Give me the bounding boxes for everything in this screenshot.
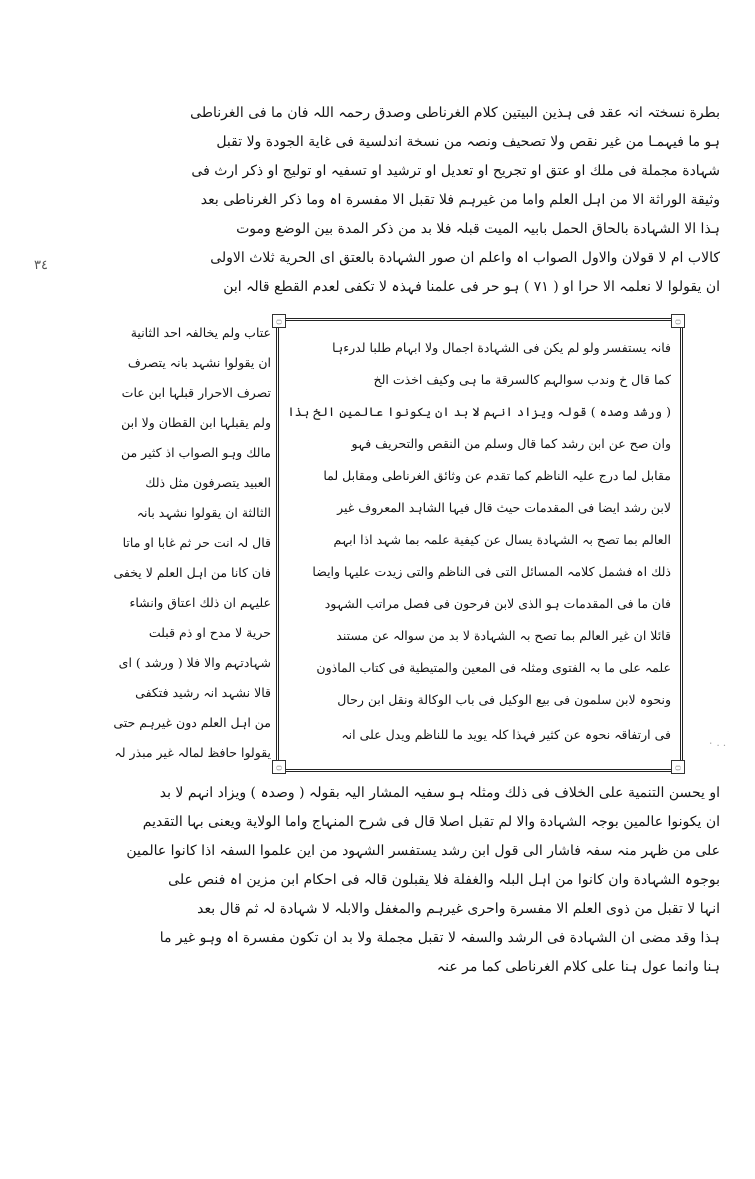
- text-line: ذلك اہ فشمل كلامہ المسائل التی فی الناظم والتی زیدت علیہا وایضا: [312, 564, 671, 579]
- text-line: كالاب ام لا قولان والاول الصواب اہ واعلم ان صور الشہادة بالعتق ای الحریة ثلاث الاولی: [210, 250, 720, 266]
- text-line: ہذا الا الشہادة بالحاق الحمل بابیہ المیت قبلہ فلا بد من ذكر المدة بین الوضع وموت: [236, 221, 720, 237]
- text-line: الثالثة ان یقولوا نشہد بانہ: [136, 505, 271, 520]
- text-line: ( ورشد وصدہ ) قولہ ویزاد انہم لا بد ان یكونوا عالمین الخ ہذا: [287, 404, 671, 419]
- text-line: ہو ما فیہمـا من غیر نقص ولا تصحیف ونصہ من نسخة اندلسیة فی غایة الجودة ولا تقبل: [216, 134, 720, 150]
- text-line: مالك وہو الصواب اذ كثیر من: [121, 445, 271, 460]
- text-line: علیہم ان ذلك اعتاق وانشاء: [129, 595, 271, 610]
- text-line: شہادة مجملة فی ملك او عتق او تجریح او تعدیل او ترشید او تسفیہ او تولیج او ذكر ارث فی: [191, 163, 720, 179]
- text-line: شہادتہم والا فلا ( ورشد ) ای: [118, 655, 271, 670]
- frame-corner-mark: ۝: [671, 314, 685, 328]
- text-line: ان یقولوا نشہد بانہ یتصرف: [127, 355, 271, 370]
- text-line: او یحسن التنمیة علی الخلاف فی ذلك ومثلہ ہو سفیہ المشار الیہ بقولہ ( وصدہ ) ویزاد انہم لا بد: [159, 785, 720, 801]
- text-line: قال لہ انت حر ثم غابا او ماتا: [122, 535, 271, 550]
- text-line: بطرة نسختہ انہ عقد فی ہذین البیتین کلام الغرناطی وصدق رحمہ اللہ فان ما فی الغرناطی: [190, 105, 720, 121]
- text-line: ہنا وانما عول ہنا علی كلام الغرناطی كما مر عنہ: [436, 959, 720, 975]
- text-line: ان یكونوا عالمین بوجہ الشہادة والا لم تقبل اصلا قال فی شرح المنہاج واما الولایة ویعنی بہا التقدیم: [142, 814, 720, 830]
- text-line: ان یقولوا لا نعلمہ الا حرا او ( ٧١ ) ہو حر فی علمنا فہذہ لا تكفی لعدم القطع قالہ ابن: [223, 279, 720, 295]
- text-line: تصرف الاحرار قبلہا ابن عات: [121, 385, 271, 400]
- text-line: فانہ یستفسر ولو لم یكن فی الشہادة اجمال ولا ابہام طلبا لدرءہا: [332, 340, 671, 355]
- text-line: یقولوا حافظ لمالہ غیر مبذر لہ: [114, 745, 271, 760]
- text-line: وثیقة الوراثة الا من اہل العلم واما من غیرہم فلا تقبل الا مفسرة اہ وما ذكر الغرناطی بعد: [200, 192, 720, 208]
- text-line: عتاب ولم یخالفہ احد الثانیة: [130, 325, 271, 340]
- text-line: ولم یقبلہا ابن القطان ولا ابن: [121, 415, 271, 430]
- frame-corner-mark: ۝: [671, 760, 685, 774]
- text-line: علی من ظہر منہ سفہ فاشار الی قول ابن رشد یستفسر الشہود من این علموا السفہ اذا كانوا عالمین: [126, 843, 720, 859]
- text-line: العبید یتصرفون مثل ذلك: [145, 475, 271, 490]
- margin-page-number: ٣٤: [34, 258, 48, 273]
- text-line: مقابل لما درج علیہ الناظم كما تقدم عن وثائق الغرناطی ومقابل لما: [323, 468, 671, 483]
- text-line: فان كانا من اہل العلم لا یخفی: [113, 565, 271, 580]
- text-line: فی ارتفاقہ نحوہ عن كثیر فہذا كلہ یوید ما للناظم ویدل علی انہ: [341, 727, 671, 742]
- frame-corner-mark: ۝: [272, 760, 286, 774]
- text-line: انہا لا تقبل من ذوی العلم الا مفسرة واحری غیرہم والمغفل والابلہ لا شہادة لہ ثم قال بعد: [197, 901, 720, 917]
- text-line: فان ما فی المقدمات ہو الذی لابن فرحون فی فصل مراتب الشہود: [324, 596, 671, 611]
- text-line: بوجوہ الشہادة وان كانوا من اہل البلہ والغفلة فلا یقبلون قالہ فی احكام ابن مزین اہ فنص علی: [168, 872, 720, 888]
- text-line: كما قال خ وندب سوالہم كالسرقة ما ہی وكیف اخذت الخ: [373, 372, 671, 387]
- text-line: من اہل العلم دون غیرہم حتی: [113, 715, 271, 730]
- text-line: ہذا وقد مضی ان الشہادة فی الرشد والسفہ لا تقبل مجملة ولا بد ان تكون مفسرة اہ وہو غیر ما: [159, 930, 720, 946]
- text-line: قائلا ان غیر العالم بما تصح بہ الشہادة لا بد من سوالہ عن مستند: [336, 628, 671, 643]
- text-line: قالا نشہد انہ رشید فتكفی: [135, 685, 271, 700]
- text-line: العالم بما تصح بہ الشہادة یسال عن كیفیة علمہ بما شہد اذا ابہم: [333, 532, 671, 547]
- text-line: وان صح عن ابن رشد كما قال وسلم من النقص والتحریف فہو: [351, 436, 671, 451]
- text-line: علمہ علی ما بہ الفتوی ومثلہ فی المعین والمتیطیة فی كتاب الماذون: [316, 660, 671, 675]
- text-line: حریة لا مدح او ذم قبلت: [148, 625, 271, 640]
- frame-corner-mark: ۝: [272, 314, 286, 328]
- text-line: ونحوہ لابن سلمون فی بیع الوكیل فی باب الوكالة ونقل ابن رحال: [337, 692, 671, 707]
- text-line: لابن رشد ایضا فی المقدمات حیث قال فیہا الشاہد المعروف غیر: [337, 500, 671, 515]
- margin-mark: ٠ . .: [708, 738, 727, 749]
